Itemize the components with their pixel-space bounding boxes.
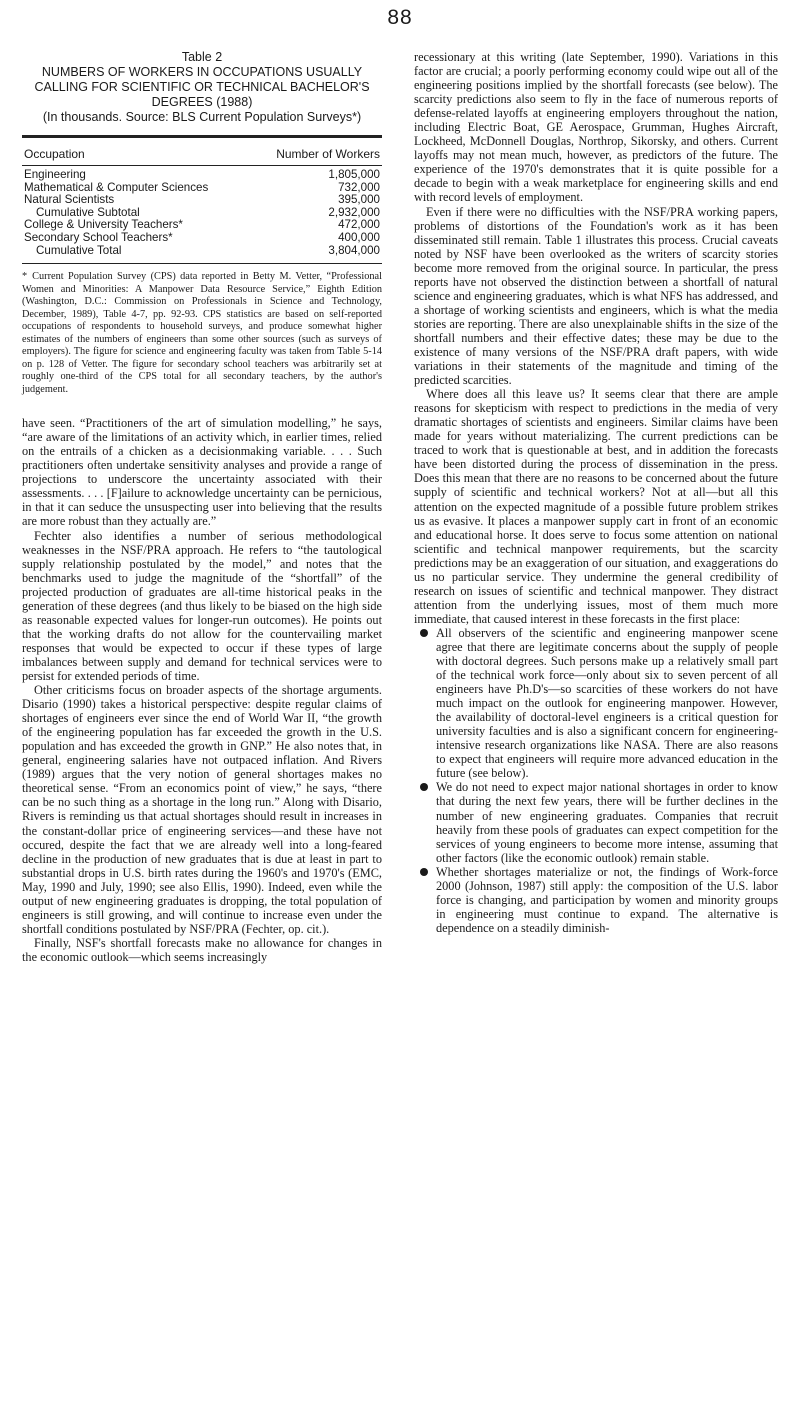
table-source-line: (In thousands. Source: BLS Current Population Surveys*) (42, 110, 362, 124)
table-cell-number: 1,805,000 (328, 168, 380, 181)
table-cell-number: 400,000 (338, 230, 380, 244)
body-paragraph: recessionary at this writing (late September, 1990). Variations in this factor are crucial; a poorly performing economy could wipe out all of the engineering positions implied by the shortfall forecasts (see below). The scarcity predictions also seem to fly in the face of numerous reports of defense-related layoffs at engineering employers throughout the nation, including Electric Boat, GE Aerospace, Grumman, Hughes Aircraft, Lockheed, McDonnell Douglas, Northrop, Sikorsky, and others. Current layoffs may not mean much, however, as predictors of the future. The experience of the 1970's demonstrates that it is quite possible for a decade to begin with a weak marketplace for engineering skills and end with record levels of employment. (414, 50, 778, 205)
table-cell-occupation: Cumulative Total (36, 243, 122, 257)
bullet-text: We do not need to expect major national shortages in order to know that during the next few years, there will be further declines in the number of new engineering graduates. Companies that recruit heavily from these pools of graduates can expect competition for the services of young engineers to become more intense, assuming that other factors (like the economic outlook) remain stable. (436, 780, 778, 865)
bullet-list (414, 626, 778, 935)
body-paragraph: have seen. “Practitioners of the art of simulation modelling,” he says, “are aware of the limitations of an activity which, in earlier times, relied on the entrails of a chicken as a decisionmaking variable. . . . Such practitioners often undertake sensitivity analyses and provide a range of projections to underscore the uncertainty associated with their assessments. . . . [F]ailure to acknowledge uncertainty can be pernicious, in that it can seduce the unsuspecting user into believing that the results are more robust than they actually are.” (22, 416, 382, 529)
bullet-icon (420, 629, 428, 637)
bullet-item (414, 865, 778, 935)
table-cell-occupation: Secondary School Teachers* (24, 230, 173, 244)
right-body-text (414, 50, 778, 626)
body-paragraph: Fechter also identifies a number of serious methodological weaknesses in the NSF/PRA approach. He refers to “the tautological supply relationship postulated by the model,” and notes that the benchmarks used to judge the magnitude of the “shortfall” of the projected production of graduates are all-time historical peaks in the generation of these degrees (and thus likely to be biased on the high side as reasonable expected values for longer-run outcomes). He points out that the working drafts do not allow for the countervailing market responses that would be expected to occur if these types of large imbalances between supply and demand for technical services were to persist for extended periods of time. (22, 528, 382, 683)
table-header (22, 138, 382, 165)
table-bottom-rule (22, 263, 382, 264)
table-row-total (24, 245, 380, 258)
table-title-line: CALLING FOR SCIENTIFIC OR TECHNICAL BACHELOR'S (34, 80, 370, 94)
left-column (22, 50, 382, 964)
table-cell-number: 395,000 (338, 193, 380, 207)
bullet-text: All observers of the scientific and engineering manpower scene agree that there are legitimate concerns about the supply of people with doctoral degrees. Such persons make up a relatively small part of the technical work force—only about six to seven percent of all engineers have Ph.D's—so scarcities of these workers do not have much impact on the outlook for engineering manpower. However, the availability of doctoral-level engineers is a critical question for university faculties and is also a significant concern for engineering-intensive research organizations like NASA. There are also reasons to expect that engineers will require more advanced education in the future (see below). (436, 625, 778, 781)
column-header-occupation: Occupation (24, 147, 85, 161)
footnote-text: Current Population Survey (CPS) data reported in Betty M. Vetter, “Professional Women and Minorities: A Manpower Data Resource Service,” Eighth Edition (Washington, D.C.: Commission on Professionals in Science and Technology, December, 1989), Table 4-7, pp. 92-93. CPS statistics are based on self-reported occupations of respondents to household surveys, and produce somewhat higher estimates of the numbers of engineers than some other sources (such as surveys of employers). The figure for science and engineering faculty was taken from Table 5-14 on p. 128 of Vetter. The figure for secondary school teachers was arbitrarily set at roughly one-third of the CPS total for all secondary teachers, by the author's judgement. (22, 271, 382, 395)
table-title (22, 50, 382, 125)
table-body (22, 166, 382, 263)
table-2 (22, 50, 382, 396)
body-paragraph: Finally, NSF's shortfall forecasts make no allowance for changes in the economic outlook—which seems increasingly (22, 935, 382, 964)
bullet-icon (420, 783, 428, 791)
table-footnote (22, 271, 382, 396)
table-cell-occupation: Engineering (24, 168, 86, 181)
body-paragraph: Even if there were no difficulties with the NSF/PRA working papers, problems of distortions of the Foundation's work as it has been disseminated still remain. Table 1 illustrates this process. Crucial caveats noted by NSF have been overlooked as the writers of scarcity stories become more removed from the original source. In particular, the press reports have not observed the distinction between a shortfall of natural science and engineering graduates, which is what NFS has addressed, and a shortage of working scientists and engineers, which is what the media stories are reporting. There are also unexplainable shifts in the size of the shortfall numbers and their effective dates; these may be due to the existence of many versions of the NSF/PRA draft papers, with wide variations in their statements of the magnitude and timing of the predicted scarcities. (414, 204, 778, 388)
column-header-number: Number of Workers (276, 147, 380, 161)
bullet-icon (420, 868, 428, 876)
body-paragraph: Where does all this leave us? It seems clear that there are ample reasons for skepticism with respect to predictions in the media of very dramatic shortages of scientists and engineers. Similar claims have been made for years without materializing. The current predictions can be traced to work that is questionable at best, and in addition the forecasts have been distorted during the process of dissemination in the press. Does this mean that there are no reasons to be concerned about the future supply of scientific and technical workers? Not at all—but all this attention on the expected magnitude of a possible future problem strikes us as evasive. It places a manpower supply cart in front of an economic and educational horse. It does serve to focus some attention on national scientific and technical manpower requirements, but the scarcity predictions may be an exaggeration of our situation, and exaggerations do us no particular service. They undermine the general credibility of research on issues of scientific and technical manpower. They distract attention from the underlying issues, most of them much more immediate, that caused interest in these forecasts in the first place: (414, 387, 778, 626)
table-row (24, 232, 380, 245)
table-cell-number: 3,804,000 (328, 243, 380, 257)
table-cell-occupation: Mathematical & Computer Sciences (24, 180, 209, 194)
table-cell-occupation: Cumulative Subtotal (36, 205, 140, 219)
table-cell-number: 732,000 (338, 180, 380, 194)
page-number: 88 (387, 6, 413, 29)
table-cell-occupation: College & University Teachers* (24, 218, 183, 232)
left-body-text (22, 416, 382, 964)
table-row (24, 194, 380, 207)
footnote-mark: * (22, 271, 28, 283)
table-label: Table 2 (181, 50, 223, 64)
bullet-text: Whether shortages materialize or not, the findings of Work-force 2000 (Johnson, 1987) still apply: the composition of the U.S. labor force is changing, and participation by women and minority groups in engineering must continue to expand. The alternative is dependence on a steadily diminish- (436, 864, 778, 935)
table-cell-occupation: Natural Scientists (24, 193, 115, 207)
table-row (24, 169, 380, 182)
bullet-item (414, 626, 778, 781)
body-paragraph: Other criticisms focus on broader aspects of the shortage arguments. Disario (1990) takes a historical perspective: despite regular claims of shortages of engineers ever since the end of World War II, “the growth of the engineering population has far exceeded the growth in the U.S. population and has exceeded the growth in GNP.” He also notes that, in general, engineering salaries have not outpaced inflation. And Rivers (1989) argues that the very notion of general shortages makes no theoretical sense. “From an economics point of view,” he says, “there can be no such thing as a shortage in the long run.” Along with Disario, Rivers is reminding us that actual shortages should result in increases in the constant-dollar price of engineering services—and these have not occured, despite the fact that we are already well into a long-feared decline in the production of new graduates that is due at least in part to substantial drops in U.S. birth rates during the 1960's and 1970's (EMC, May, 1990 and July, 1990; see also Ellis, 1990). Indeed, even while the output of new engineering graduates is dropping, the total population of engineers is still growing, and will continue to increase even under the shortfall conditions postulated by NSF/PRA (Fechter, op. cit.). (22, 683, 382, 936)
table-cell-number: 472,000 (338, 218, 380, 232)
right-column (414, 50, 778, 935)
bullet-item (414, 780, 778, 864)
table-title-line: DEGREES (1988) (151, 95, 253, 109)
table-cell-number: 2,932,000 (328, 205, 380, 219)
table-title-line: NUMBERS OF WORKERS IN OCCUPATIONS USUALLY (41, 65, 363, 79)
